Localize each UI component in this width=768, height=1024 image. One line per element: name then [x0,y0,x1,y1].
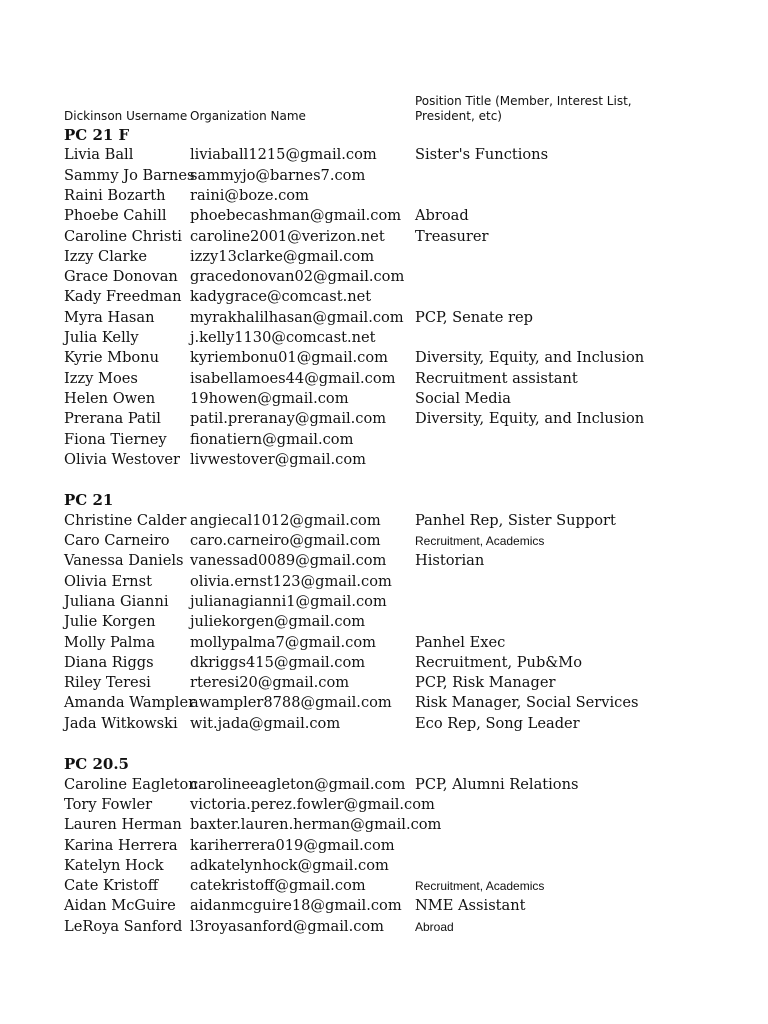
member-name: Livia Ball [64,146,134,164]
table-row [0,572,768,592]
member-email: gracedonovan02@gmail.com [190,268,405,286]
member-position: Panhel Exec [415,633,506,651]
member-name: Grace Donovan [64,268,178,286]
table-row [0,287,768,307]
member-email: patil.preranay@gmail.com [190,410,387,428]
table-row [0,876,768,896]
member-position: NME Assistant [415,897,526,915]
member-name: Caroline Eagleton [64,775,198,793]
table-row [0,633,768,653]
table-row [0,815,768,835]
table-row [0,430,768,450]
table-row [0,856,768,876]
member-position: Abroad [415,207,469,225]
member-name: Fiona Tierney [64,430,167,448]
member-email: myrakhalilhasan@gmail.com [190,308,404,326]
member-email: phoebecashman@gmail.com [190,207,402,225]
member-email: adkatelynhock@gmail.com [190,856,389,874]
member-email: baxter.lauren.herman@gmail.com [190,816,442,834]
section-title: PC 20.5 [64,755,129,774]
member-name: Diana Riggs [64,653,154,671]
member-position: Historian [415,552,485,570]
member-position: Diversity, Equity, and Inclusion [415,349,645,367]
member-email: julianagianni1@gmail.com [190,592,387,610]
member-position: PCP, Senate rep [415,308,533,326]
member-email: j.kelly1130@comcast.net [190,329,376,346]
member-email: liviaball1215@gmail.com [190,146,377,164]
member-name: Vanessa Daniels [64,552,184,570]
member-name: Kady Freedman [64,288,182,306]
member-name: Myra Hasan [64,308,155,326]
member-position: Eco Rep, Song Leader [415,714,580,732]
member-name: Riley Teresi [64,674,151,692]
table-row [0,896,768,916]
member-position: Recruitment, Academics [415,534,545,548]
member-email: raini@boze.com [190,186,309,204]
member-name: Molly Palma [64,633,156,651]
member-name: Jada Witkowski [64,714,178,732]
member-email: aidanmcguire18@gmail.com [190,897,402,915]
header-position-line2: President, etc) [415,109,502,123]
member-email: 19howen@gmail.com [190,389,349,407]
table-row [0,328,768,348]
member-name: Julia Kelly [64,329,139,346]
member-name: LeRoya Sanford [64,917,183,935]
member-email: dkriggs415@gmail.com [190,653,366,671]
table-row [0,511,768,531]
member-name: Cate Kristoff [64,877,159,895]
table-row [0,693,768,713]
member-name: Karina Herrera [64,836,178,854]
member-name: Katelyn Hock [64,856,164,874]
member-name: Olivia Westover [64,450,180,468]
member-email: fionatiern@gmail.com [190,430,354,448]
member-email: kariherrera019@gmail.com [190,836,395,854]
member-email: caroline2001@verizon.net [190,227,385,245]
member-position: Recruitment, Academics [415,879,545,894]
header-username: Dickinson Username [64,109,188,123]
member-position: Risk Manager, Social Services [415,694,639,712]
table-row [0,795,768,815]
table-row [0,612,768,632]
member-position: Treasurer [415,227,489,245]
table-row [0,531,768,551]
member-position: Diversity, Equity, and Inclusion [415,410,645,428]
member-email: livwestover@gmail.com [190,450,366,468]
member-email: olivia.ernst123@gmail.com [190,572,392,590]
member-name: Phoebe Cahill [64,207,167,225]
member-position: PCP, Alumni Relations [415,775,579,793]
member-name: Caro Carneiro [64,532,170,549]
member-email: izzy13clarke@gmail.com [190,247,375,265]
table-row [0,348,768,368]
member-position: Recruitment, Pub&Mo [415,653,583,671]
header-position-line1: Position Title (Member, Interest List, [415,94,632,108]
table-row [0,551,768,571]
member-email: juliekorgen@gmail.com [190,613,366,631]
member-name: Tory Fowler [64,795,153,813]
table-row [0,145,768,165]
member-email: l3royasanford@gmail.com [190,917,385,935]
member-email: sammyjo@barnes7.com [190,166,366,184]
table-row [0,653,768,673]
table-row [0,267,768,287]
table-row [0,714,768,734]
member-name: Lauren Herman [64,816,182,834]
member-position: Social Media [415,389,511,407]
table-row [0,186,768,206]
member-email: awampler8788@gmail.com [190,694,392,712]
table-row [0,166,768,186]
member-email: caro.carneiro@gmail.com [190,532,381,549]
member-position: Recruitment assistant [415,369,578,387]
header-organization: Organization Name [190,109,306,123]
member-position: Abroad [415,919,454,934]
member-name: Julie Korgen [64,613,156,631]
member-position: Sister's Functions [415,146,549,164]
table-row [0,227,768,247]
member-name: Aidan McGuire [64,897,176,915]
table-row [0,206,768,226]
member-name: Olivia Ernst [64,572,152,590]
section-title: PC 21 F [64,126,130,144]
table-row [0,592,768,612]
table-row [0,247,768,267]
member-name: Amanda Wampler [64,694,196,712]
member-email: catekristoff@gmail.com [190,877,366,895]
member-email: carolineeagleton@gmail.com [190,775,406,793]
member-name: Izzy Clarke [64,247,148,265]
table-row [0,369,768,389]
member-name: Prerana Patil [64,410,161,428]
member-email: isabellamoes44@gmail.com [190,369,396,387]
member-email: rteresi20@gmail.com [190,674,350,692]
member-name: Helen Owen [64,389,156,407]
member-name: Juliana Gianni [64,592,169,610]
table-row [0,389,768,409]
table-row [0,836,768,856]
table-row [0,775,768,795]
table-row [0,450,768,470]
member-email: angiecal1012@gmail.com [190,511,381,529]
member-email: victoria.perez.fowler@gmail.com [190,795,435,813]
member-name: Raini Bozarth [64,186,166,204]
table-row [0,673,768,693]
member-email: kyriembonu01@gmail.com [190,349,388,367]
member-name: Kyrie Mbonu [64,349,160,367]
member-name: Sammy Jo Barnes [64,166,195,184]
member-position: Panhel Rep, Sister Support [415,511,616,529]
table-row [0,308,768,328]
member-position: PCP, Risk Manager [415,674,556,692]
member-name: Izzy Moes [64,369,138,387]
table-row [0,409,768,429]
member-email: kadygrace@comcast.net [190,288,372,306]
member-email: vanessad0089@gmail.com [190,552,387,570]
member-name: Caroline Christi [64,227,182,245]
section-title: PC 21 [64,491,114,510]
member-email: mollypalma7@gmail.com [190,633,376,651]
member-name: Christine Calder [64,511,187,529]
member-email: wit.jada@gmail.com [190,714,341,732]
table-row [0,917,768,937]
